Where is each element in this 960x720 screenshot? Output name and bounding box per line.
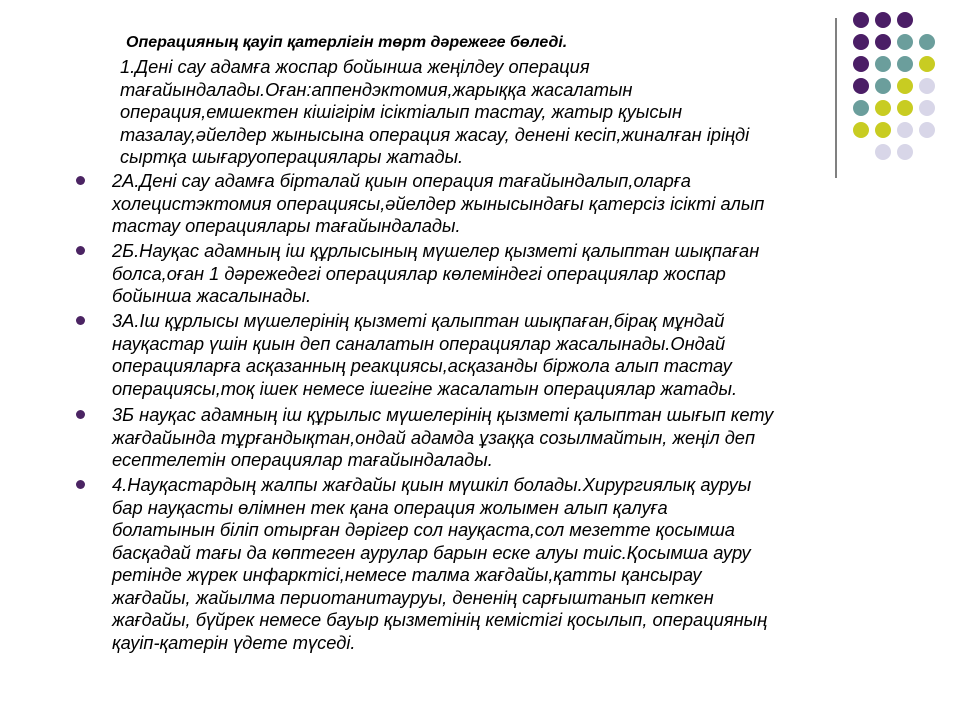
list-item-line: болса,оған 1 дәрежедегі операциялар көлеміндегі операциялар жоспар xyxy=(112,262,726,284)
decorative-dot xyxy=(853,34,869,50)
bullet-icon xyxy=(76,316,85,325)
list-item-line: басқадай тағы да көптеген аурулар барын еске алуы тиіс.Қосымша ауру xyxy=(112,541,751,563)
decorative-dot xyxy=(897,12,913,28)
list-item-line: 2Б.Науқас адамның іш құрлысының мүшелер қызметі қалыптан шықпаған xyxy=(112,240,760,261)
intro-paragraph xyxy=(112,56,902,169)
intro-line: 1.Дені сау адамға жоспар бойынша жеңілдеу операция xyxy=(120,56,590,77)
list-item-line: 3А.Іш құрлысы мүшелерінің қызметі қалыптан шықпаған,бірақ мұндай xyxy=(112,310,725,331)
list-item-line: жағдайы, жайылма периотанитауруы, дененің сарғыштанып кеткен xyxy=(112,586,714,608)
list-item-line: жағдайында тұрғандықтан,ондай адамда ұзаққа созылмайтын, жеңіл деп xyxy=(112,426,756,448)
bullet-icon xyxy=(76,176,85,185)
bullet-icon xyxy=(76,246,85,255)
list-item-line: науқастар үшін қиын деп саналатын операциялар жасалынады.Ондай xyxy=(112,332,726,354)
list-item-line: операцияларға асқазанның реакциясы,асқазанды біржола алып тастау xyxy=(112,355,732,376)
list-item-line: есептелетін операциялар тағайындалады. xyxy=(112,449,493,470)
list-item-line: ретінде жүрек инфарктісі,немесе талма жағдайы,қатты қансырау xyxy=(112,564,702,585)
list-item-line: операциясы,тоқ ішек немесе ішегіне жасалатын операциялар жатады. xyxy=(112,377,738,399)
list-item-line: қауіп-қатерін үдете түседі. xyxy=(112,631,356,653)
list-item-text xyxy=(112,170,764,238)
list-item-line: 3Б науқас адамның іш құрылыс мүшелерінің қызметі қалыптан шығып кету xyxy=(112,404,774,425)
list-item-line: холецистэктомия операциясы,әйелдер жынысындағы қатерсіз ісікті алып xyxy=(112,192,765,214)
list-item-text xyxy=(112,310,737,400)
decorative-dot xyxy=(919,56,935,72)
decorative-dot xyxy=(919,100,935,116)
decorative-dot xyxy=(919,122,935,138)
decorative-dot xyxy=(875,34,891,50)
list-item-text xyxy=(112,240,759,308)
list-item-text xyxy=(112,404,773,472)
intro-line: операция,емшектен кішігірім ісіктіалып тастау, жатыр қуысын xyxy=(120,101,683,122)
list-item-line: бар науқасты өлімнен тек қана операция жолымен алып қалуға xyxy=(112,496,668,518)
intro-line: тазалау,әйелдер жынысына операция жасау, денені кесіп,жиналған іріңді xyxy=(120,123,750,145)
decorative-dot xyxy=(919,78,935,94)
decorative-dot xyxy=(875,12,891,28)
decorative-dot xyxy=(919,34,935,50)
intro-line: сыртқа шығаруоперациялары жатады. xyxy=(120,146,464,167)
list-item-line: тастау операциялары тағайындалады. xyxy=(112,215,461,236)
list-item-line: 4.Науқастардың жалпы жағдайы қиын мүшкіл болады.Хирургиялық ауруы xyxy=(112,474,752,495)
slide-title: Операцияның қауіп қатерлігін төрт дәрежеге бөледі. xyxy=(126,34,568,51)
intro-line: тағайындалады.Оған:аппендэктомия,жарыққа жасалатын xyxy=(120,78,633,100)
list-item-line: болатынын біліп отырған дәрігер сол науқаста,сол мезетте қосымша xyxy=(112,519,735,540)
list-item-line: 2А.Дені сау адамға бірталай қиын операция тағайындалып,оларға xyxy=(112,170,691,191)
list-item-line: бойынша жасалынады. xyxy=(112,285,312,306)
decorative-dot xyxy=(853,12,869,28)
bullet-icon xyxy=(76,410,85,419)
decorative-dot xyxy=(897,34,913,50)
list-item-text xyxy=(112,474,767,654)
bullet-icon xyxy=(76,480,85,489)
list-item-line: жағдайы, бүйрек немесе бауыр қызметінің кемістігі қосылып, операцияның xyxy=(112,609,768,630)
